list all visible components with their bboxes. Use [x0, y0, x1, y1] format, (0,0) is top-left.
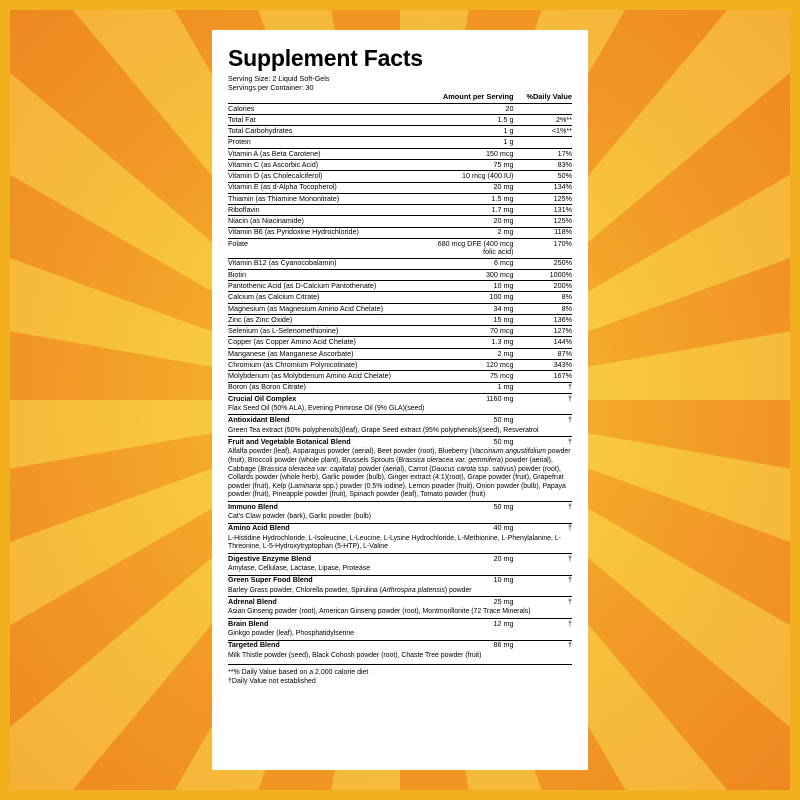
nutrition-table: [228, 92, 572, 661]
blend-name: Targeted Blend: [228, 640, 424, 651]
nutrient-amount: 1.3 mg: [424, 337, 513, 348]
nutrient-daily-value: 83%: [514, 159, 572, 170]
table-row: [228, 227, 572, 238]
nutrient-daily-value: 127%: [514, 326, 572, 337]
blend-detail-row: [228, 512, 572, 523]
blend-daily-value: †: [514, 501, 572, 512]
blend-daily-value: †: [514, 618, 572, 629]
blend-amount: 50 mg: [424, 415, 513, 426]
nutrient-name: Calcium (as Calcium Citrate): [228, 292, 424, 303]
blend-daily-value: †: [514, 553, 572, 564]
header-amount: Amount per Serving: [424, 92, 513, 103]
nutrient-name: Thiamin (as Thiamine Mononitrate): [228, 193, 424, 204]
nutrient-daily-value: 1000%: [514, 269, 572, 280]
blend-amount: 50 mg: [424, 501, 513, 512]
nutrient-daily-value: 17%: [514, 148, 572, 159]
nutrient-amount: 1 g: [424, 126, 513, 137]
nutrient-amount: 34 mg: [424, 303, 513, 314]
blend-daily-value: †: [514, 415, 572, 426]
table-row: [228, 618, 572, 629]
nutrient-amount: 1.7 mg: [424, 205, 513, 216]
nutrient-daily-value: 136%: [514, 314, 572, 325]
table-row: [228, 575, 572, 586]
nutrient-amount: 120 mcg: [424, 359, 513, 370]
blend-daily-value: †: [514, 393, 572, 404]
table-row: [228, 303, 572, 314]
nutrient-name: Manganese (as Manganese Ascorbate): [228, 348, 424, 359]
blend-ingredients: Alfalfa powder (leaf), Asparagus powder (aerial), Beet powder (root), Blueberry (Vaccinium angustifolium powder (fruit), Broccoli powder (whole plant), Brussels Sprouts (Brassica oleracea var. gemmifera) powder (aerial), Cabbage (Brassica oleracea var. capitata) powder (aerial), Carrot (Daucus carota ssp. sativus) powder (root), Collards powder (whole herb), Garlic powder (bulb), Ginger extract (4:1)(root), Grape powder (fruit), Grapefruit powder (fruit), Kelp (Laminaria spp.) powder (0.5% iodine), Lemon powder (fruit), Onion powder (bulb), Papaya powder (fruit), Pineapple powder (fruit), Spinach powder (leaf), Tomato powder (fruit): [228, 448, 571, 499]
footnote-daily-value: **% Daily Value based on a 2,000 calorie diet: [228, 669, 369, 677]
table-row: [228, 281, 572, 292]
blend-detail-row: [228, 651, 572, 661]
table-row: [228, 597, 572, 608]
blend-daily-value: †: [514, 575, 572, 586]
nutrient-amount: 20: [424, 103, 513, 114]
supplement-facts-panel: [212, 30, 588, 770]
nutrient-amount: 300 mcg: [424, 269, 513, 280]
page-title: Supplement Facts: [228, 45, 423, 71]
table-row: [228, 337, 572, 348]
nutrient-amount: 6 mcg: [424, 258, 513, 269]
table-row: [228, 205, 572, 216]
table-row: [228, 326, 572, 337]
blend-amount: 12 mg: [424, 618, 513, 629]
blend-name: Immuno Blend: [228, 501, 424, 512]
nutrient-name: Calories: [228, 103, 424, 114]
nutrient-name: Total Carbohydrates: [228, 126, 424, 137]
nutrient-amount: 20 mg: [424, 216, 513, 227]
nutrient-amount: 1 g: [424, 137, 513, 148]
blend-amount: 20 mg: [424, 553, 513, 564]
nutrient-name: Vitamin B6 (as Pyridoxine Hydrochloride): [228, 227, 424, 238]
nutrient-name: Zinc (as Zinc Oxide): [228, 314, 424, 325]
nutrient-name: Vitamin B12 (as Cyanocobalamin): [228, 258, 424, 269]
nutrient-daily-value: 144%: [514, 337, 572, 348]
blend-ingredients: L-Histidine Hydrochloride, L-Isoleucine, L-Leucine, L-Lysine Hydrochloride, L-Methionine, L-Phenylalanine, L-Threonine, L-5-Hydroxytryptophan (5-HTP), L-Valine: [228, 534, 561, 551]
table-row: [228, 415, 572, 426]
table-row: [228, 103, 572, 114]
nutrient-name: Molybdenum (as Molybdenum Amino Acid Chelate): [228, 371, 424, 382]
nutrient-name: Total Fat: [228, 114, 424, 125]
blend-daily-value: †: [514, 437, 572, 448]
nutrient-daily-value: 167%: [514, 371, 572, 382]
nutrient-name: Pantothenic Acid (as D-Calcium Pantothenate): [228, 281, 424, 292]
nutrient-daily-value: 8%: [514, 303, 572, 314]
blend-name: Brain Blend: [228, 618, 424, 629]
blend-detail-row: [228, 586, 572, 597]
table-row: [228, 114, 572, 125]
nutrient-amount: 70 mcg: [424, 326, 513, 337]
blend-name: Crucial Oil Complex: [228, 393, 424, 404]
nutrient-daily-value: 343%: [514, 359, 572, 370]
nutrient-daily-value: 134%: [514, 182, 572, 193]
blend-name: Fruit and Vegetable Botanical Blend: [228, 437, 424, 448]
blend-ingredients: Amylase, Cellulase, Lactase, Lipase, Protease: [228, 565, 371, 573]
nutrient-amount: 2 mg: [424, 227, 513, 238]
nutrient-name: Protein: [228, 137, 424, 148]
nutrient-amount: 20 mg: [424, 182, 513, 193]
nutrient-amount: 75 mcg: [424, 371, 513, 382]
nutrient-amount: 15 mg: [424, 314, 513, 325]
blend-amount: 86 mg: [424, 640, 513, 651]
nutrient-name: Folate: [228, 238, 424, 258]
nutrient-name: Niacin (as Niacinamide): [228, 216, 424, 227]
blend-amount: 1 mg: [424, 382, 513, 393]
table-row: [228, 148, 572, 159]
blend-amount: 40 mg: [424, 523, 513, 534]
table-row: [228, 437, 572, 448]
table-row: [228, 171, 572, 182]
nutrient-daily-value: 250%: [514, 258, 572, 269]
table-row: [228, 258, 572, 269]
nutrient-amount: 10 mg: [424, 281, 513, 292]
nutrient-daily-value: 50%: [514, 171, 572, 182]
nutrient-name: Vitamin C (as Ascorbic Acid): [228, 159, 424, 170]
blend-name: Digestive Enzyme Blend: [228, 553, 424, 564]
blend-ingredients: Barley Grass powder, Chlorella powder, Spirulina (Arthrospira platensis) powder: [228, 586, 472, 594]
nutrient-amount: 150 mcg: [424, 148, 513, 159]
nutrient-daily-value: [514, 137, 572, 148]
table-row: [228, 216, 572, 227]
blend-detail-row: [228, 404, 572, 415]
nutrient-name: Chromium (as Chromium Polynicotinate): [228, 359, 424, 370]
blend-name: Amino Acid Blend: [228, 523, 424, 534]
nutrient-amount: 10 mcg (400 IU): [424, 171, 513, 182]
table-row: [228, 126, 572, 137]
table-row: [228, 393, 572, 404]
table-row: [228, 314, 572, 325]
table-row: [228, 553, 572, 564]
servings-per-container: Servings per Container: 30: [228, 83, 314, 93]
table-row: [228, 292, 572, 303]
table-row: [228, 269, 572, 280]
blend-daily-value: †: [514, 597, 572, 608]
nutrient-daily-value: 87%: [514, 348, 572, 359]
nutrient-amount: 75 mg: [424, 159, 513, 170]
nutrient-daily-value: 118%: [514, 227, 572, 238]
blend-amount: 50 mg: [424, 437, 513, 448]
nutrient-daily-value: <1%**: [514, 126, 572, 137]
table-row: [228, 137, 572, 148]
table-row: [228, 238, 572, 258]
table-row: [228, 523, 572, 534]
table-row: [228, 193, 572, 204]
blend-ingredients: Flax Seed Oil (50% ALA), Evening Primrose Oil (9% GLA)(seed): [228, 404, 425, 412]
nutrient-daily-value: 125%: [514, 193, 572, 204]
table-row: [228, 159, 572, 170]
blend-amount: 1160 mg: [424, 393, 513, 404]
blend-detail-row: [228, 608, 572, 619]
blend-detail-row: [228, 426, 572, 437]
nutrient-name: Biotin: [228, 269, 424, 280]
blend-ingredients: Cat's Claw powder (bark), Garlic powder (bulb): [228, 513, 372, 521]
nutrient-daily-value: 8%: [514, 292, 572, 303]
nutrient-name: Magnesium (as Magnesium Amino Acid Chelate): [228, 303, 424, 314]
table-header-row: [228, 92, 572, 103]
header-daily-value: %Daily Value: [514, 92, 572, 103]
blend-name: Green Super Food Blend: [228, 575, 424, 586]
nutrient-name: Selenium (as L-Selenomethionine): [228, 326, 424, 337]
header-blank: [228, 92, 424, 103]
blend-ingredients: Asian Ginseng powder (root), American Ginseng powder (root), Montmorillonite (72 Trace Minerals): [228, 608, 531, 616]
nutrient-amount: 680 mcg DFE (400 mcg folic acid): [424, 238, 513, 258]
blend-name: Boron (as Boron Citrate): [228, 382, 424, 393]
nutrient-name: Vitamin E (as d-Alpha Tocopherol): [228, 182, 424, 193]
blend-ingredients: Green Tea extract (50% polyphenols)(leaf), Grape Seed extract (95% polyphenols)(seed), Resveratrol: [228, 426, 539, 434]
nutrient-amount: 2 mg: [424, 348, 513, 359]
table-row: [228, 348, 572, 359]
blend-name: Adrenal Blend: [228, 597, 424, 608]
nutrient-daily-value: 170%: [514, 238, 572, 258]
footnote-dv-not-established: †Daily Value not established: [228, 678, 316, 686]
blend-amount: 10 mg: [424, 575, 513, 586]
nutrient-name: Vitamin D (as Cholecalciferol): [228, 171, 424, 182]
table-row: [228, 182, 572, 193]
nutrient-daily-value: [514, 103, 572, 114]
blend-detail-row: [228, 447, 572, 501]
nutrient-amount: 100 mg: [424, 292, 513, 303]
table-row: [228, 359, 572, 370]
nutrient-name: Riboflavin: [228, 205, 424, 216]
blend-daily-value: †: [514, 523, 572, 534]
blend-name: Antioxidant Blend: [228, 415, 424, 426]
table-row: [228, 371, 572, 382]
table-row: [228, 382, 572, 393]
table-row: [228, 640, 572, 651]
blend-detail-row: [228, 629, 572, 640]
nutrient-amount: 1.5 g: [424, 114, 513, 125]
nutrient-daily-value: 2%**: [514, 114, 572, 125]
nutrient-daily-value: 125%: [514, 216, 572, 227]
nutrient-daily-value: 200%: [514, 281, 572, 292]
nutrient-name: Copper (as Copper Amino Acid Chelate): [228, 337, 424, 348]
blend-detail-row: [228, 564, 572, 575]
nutrient-amount: 1.5 mg: [424, 193, 513, 204]
footnotes: [228, 664, 572, 686]
blend-daily-value: †: [514, 382, 572, 393]
table-row: [228, 501, 572, 512]
nutrient-daily-value: 131%: [514, 205, 572, 216]
blend-ingredients: Milk Thistle powder (seed), Black Cohosh powder (root), Chaste Tree powder (fruit): [228, 651, 482, 659]
blend-daily-value: †: [514, 640, 572, 651]
nutrient-name: Vitamin A (as Beta Carotene): [228, 148, 424, 159]
serving-size: Serving Size: 2 Liquid Soft-Gels: [228, 74, 330, 84]
blend-amount: 25 mg: [424, 597, 513, 608]
blend-ingredients: Ginkgo powder (leaf), Phosphatidylserine: [228, 630, 355, 638]
blend-detail-row: [228, 534, 572, 554]
